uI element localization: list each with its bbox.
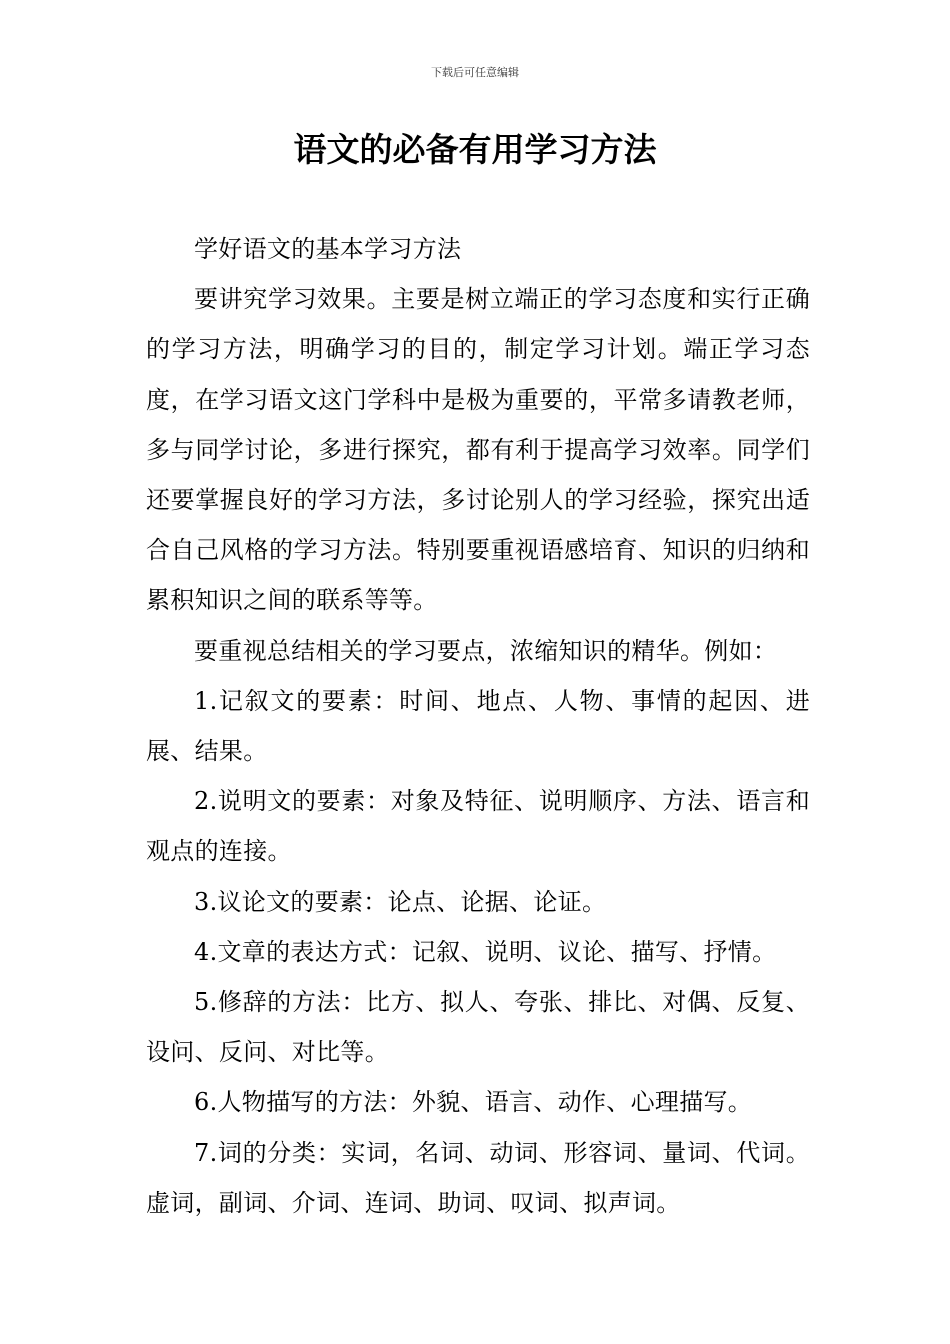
header-note: 下载后可任意编辑 — [431, 66, 519, 79]
list-item: 4.文章的表达方式：记叙、说明、议论、描写、抒情。 — [194, 937, 777, 966]
list-item: 6.人物描写的方法：外貌、语言、动作、心理描写。 — [194, 1088, 753, 1117]
list-item: 5.修辞的方法：比方、拟人、夸张、排比、对偶、反复、设问、反问、对比等。 — [146, 988, 810, 1067]
list-item: 3.议论文的要素：论点、论据、论证。 — [194, 887, 607, 916]
document-title: 语文的必备有用学习方法 — [293, 130, 657, 169]
body-paragraph: 要重视总结相关的学习要点，浓缩知识的精华。例如： — [194, 636, 778, 665]
section-heading: 学好语文的基本学习方法 — [194, 235, 462, 263]
document-body — [146, 224, 810, 1228]
list-item: 7.词的分类：实词，名词、动词、形容词、量词、代词。虚词，副词、介词、连词、助词、叹词、拟声词。 — [146, 1138, 810, 1217]
body-paragraph: 要讲究学习效果。主要是树立端正的学习态度和实行正确的学习方法，明确学习的目的，制定学习计划。端正学习态度，在学习语文这门学科中是极为重要的，平常多请教老师，多与同学讨论，多进行探究，都有利于提高学习效率。同学们还要掌握良好的学习方法，多讨论别人的学习经验，探究出适合自己风格的学习方法。特别要重视语感培育、知识的归纳和累积知识之间的联系等等。 — [146, 285, 810, 615]
list-item: 2.说明文的要素：对象及特征、说明顺序、方法、语言和观点的连接。 — [146, 787, 810, 866]
list-item: 1.记叙文的要素：时间、地点、人物、事情的起因、进展、结果。 — [146, 686, 810, 766]
